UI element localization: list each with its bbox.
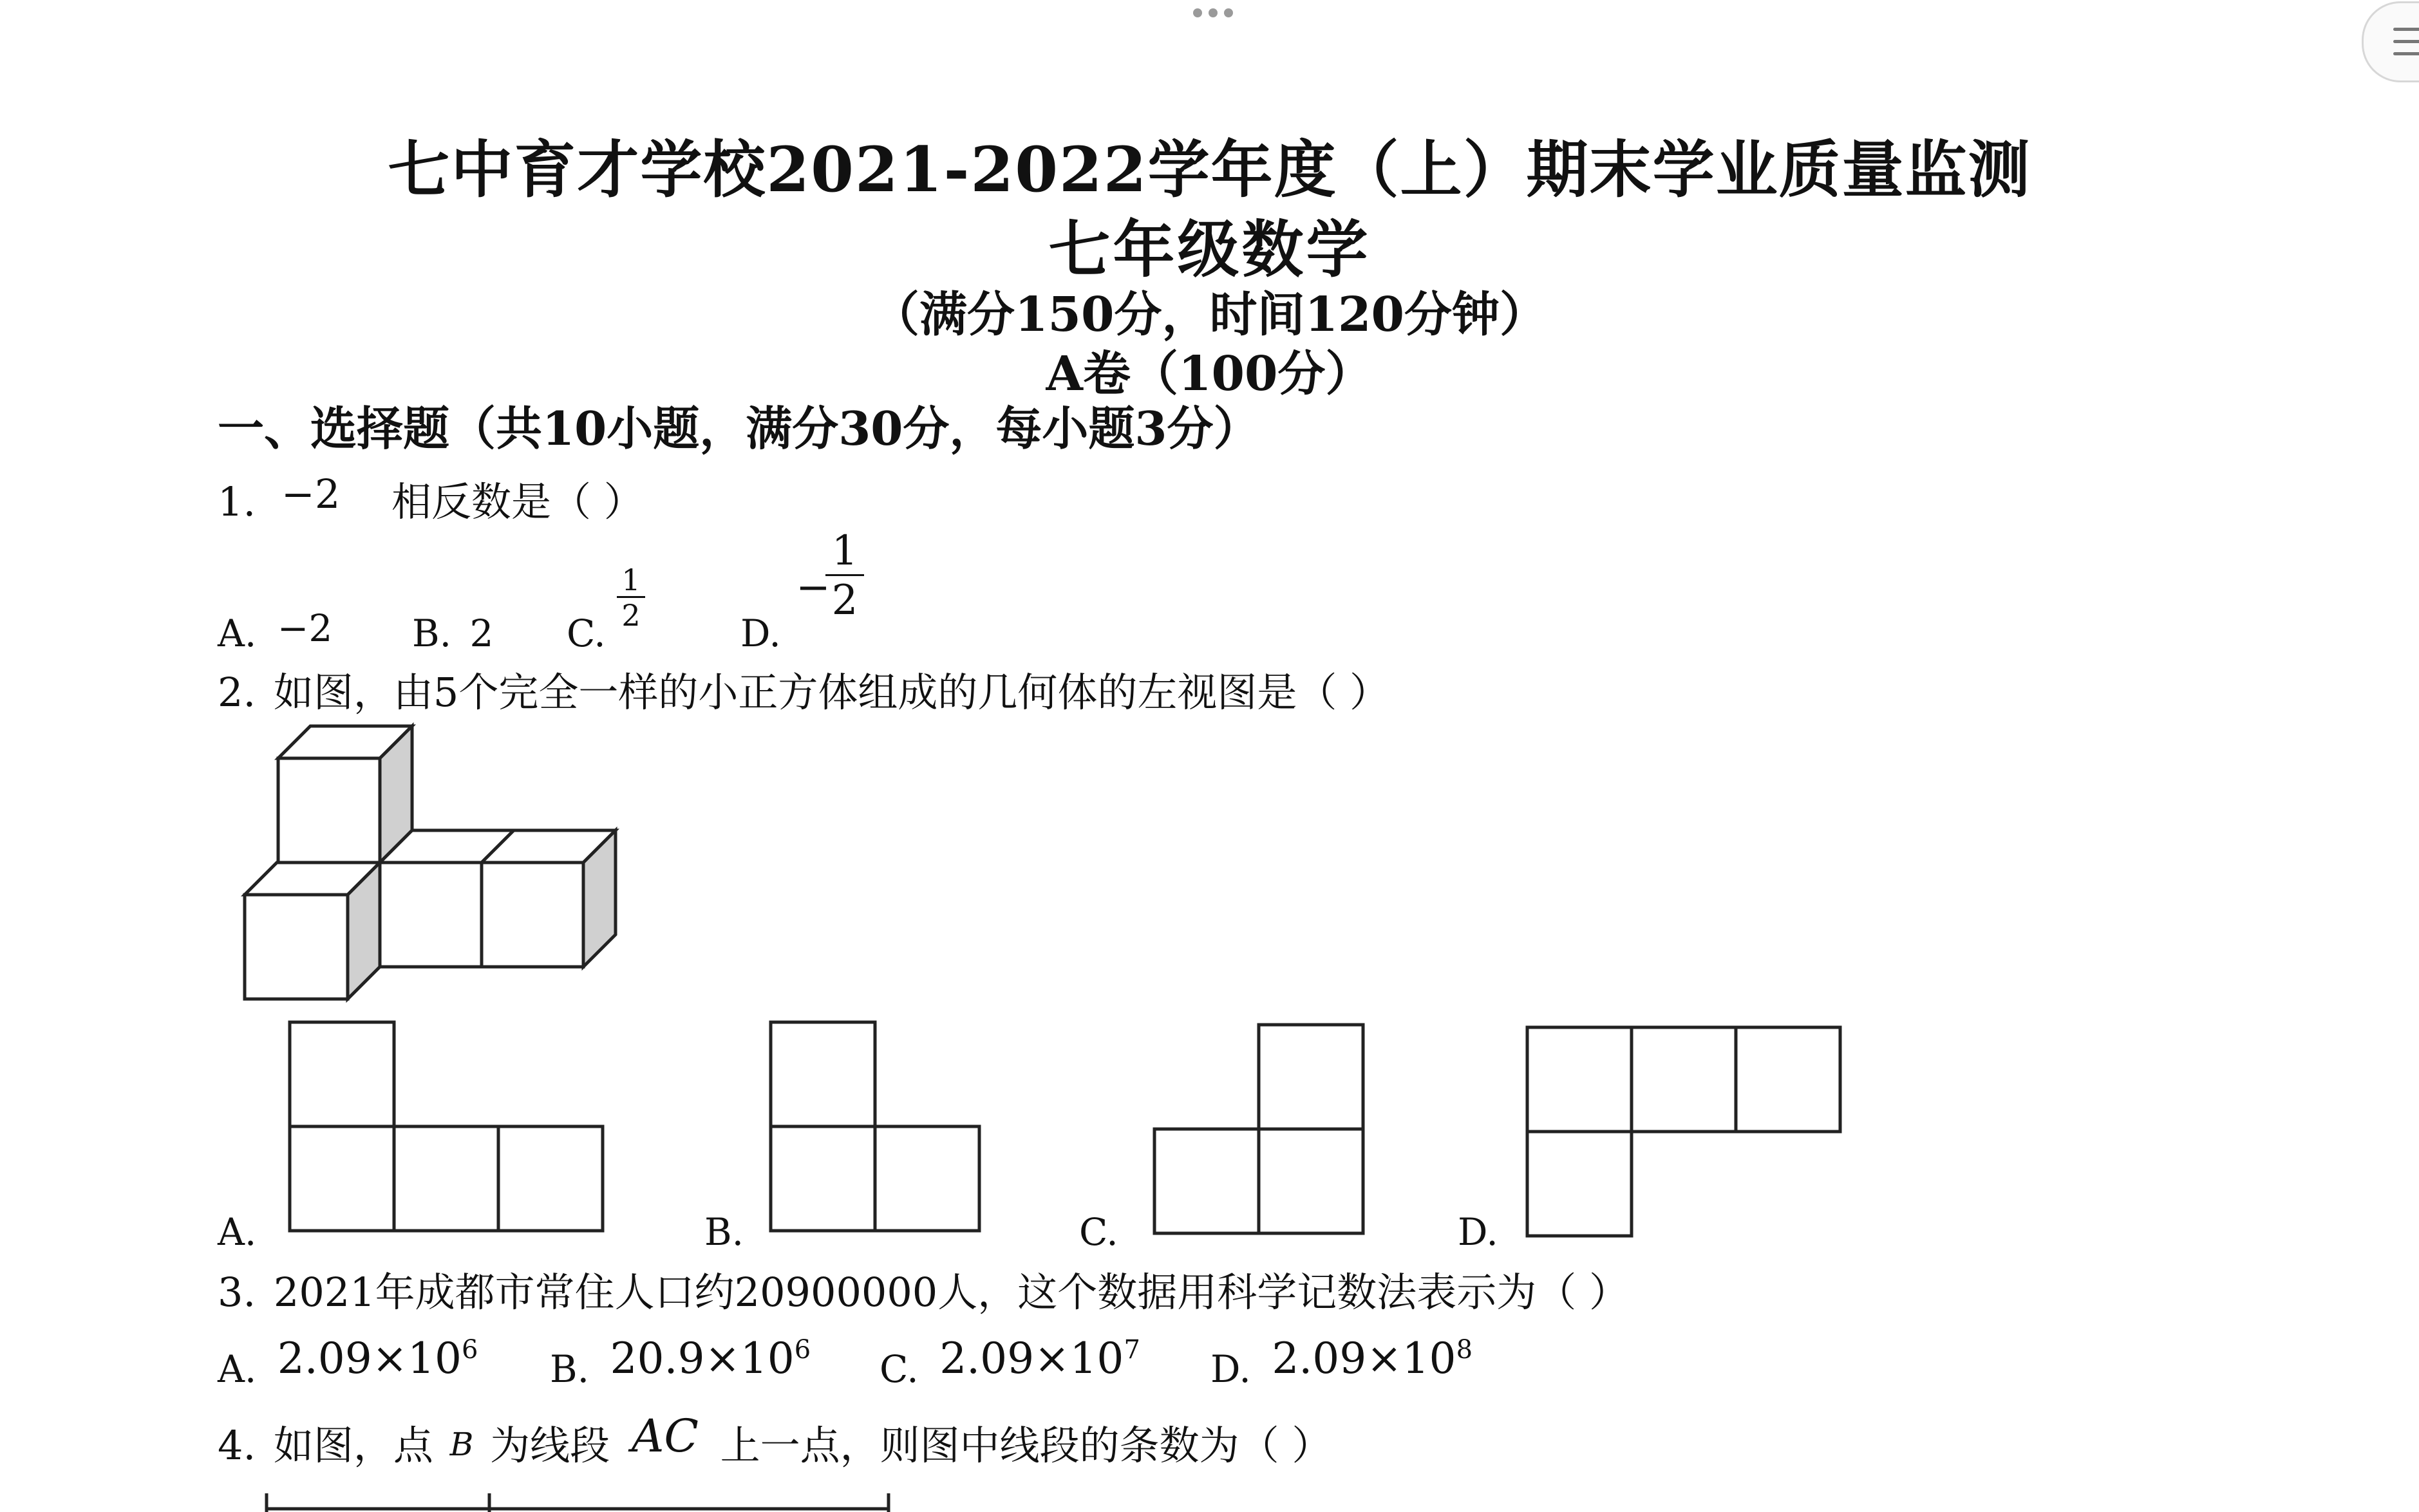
option-label: C.: [567, 611, 606, 655]
option-value: −2: [277, 606, 333, 650]
option-value: 2: [469, 611, 494, 655]
exam-subtitle: 七年级数学: [1048, 213, 1371, 286]
question-text: 相反数是（ ）: [391, 478, 644, 525]
option-label: B.: [550, 1347, 590, 1391]
denominator: 2: [621, 598, 641, 633]
question-text: 2021年成都市常住人口约20900000人，这个数据用科学记数法表示为（ ）: [273, 1269, 1629, 1316]
question-number: 1.: [218, 478, 256, 525]
option-d: D.: [1458, 1210, 1498, 1254]
point-label: B: [449, 1426, 474, 1463]
option-label: D.: [1210, 1347, 1251, 1391]
option-value: $2.09\times 10^7$: [939, 1334, 1140, 1383]
question-number: 3.: [218, 1269, 256, 1316]
question-text: 为线段: [490, 1422, 610, 1469]
option-label: A.: [218, 611, 257, 655]
option-value: $2.09\times 10^6$: [277, 1334, 478, 1383]
exam-title: 七中育才学校2021-2022学年度（上）期末学业质量监测: [388, 133, 2031, 206]
numerator: 1: [621, 563, 641, 597]
segment-figure: [0, 0, 966, 1512]
score-note: （满分150分，时间120分钟）: [872, 287, 1547, 342]
option-c: C.: [1079, 1210, 1118, 1254]
hamburger-menu-icon[interactable]: [2362, 1, 2419, 82]
option-value: $2.09\times 10^8$: [1272, 1334, 1473, 1383]
segment-label: AC: [631, 1410, 699, 1462]
option-d: [1210, 1334, 1473, 1392]
question-text: 上一点，则图中线段的条数为（ ）: [720, 1422, 1332, 1469]
volume-label: A卷（100分）: [1046, 346, 1373, 402]
minus-sign: −: [796, 564, 831, 611]
question-text: 如图，点: [273, 1422, 433, 1469]
option-a: A.: [218, 1210, 257, 1254]
question-number: 2.: [218, 669, 256, 716]
option-label: C.: [880, 1347, 919, 1391]
question-expr: −2: [281, 471, 341, 518]
question-number: 4.: [218, 1422, 256, 1469]
denominator: 2: [831, 577, 858, 624]
option-label: A.: [218, 1347, 257, 1391]
option-label: B.: [412, 611, 452, 655]
option-b: B.: [704, 1210, 744, 1254]
numerator: 1: [831, 527, 858, 575]
question-text: 如图，由5个完全一样的小正方体组成的几何体的左视图是（ ）: [273, 669, 1390, 716]
option-value: $20.9\times 10^6$: [610, 1334, 811, 1383]
section-title: 一、选择题（共10小题，满分30分，每小题3分）: [218, 401, 1260, 456]
option-label: D.: [740, 611, 781, 655]
